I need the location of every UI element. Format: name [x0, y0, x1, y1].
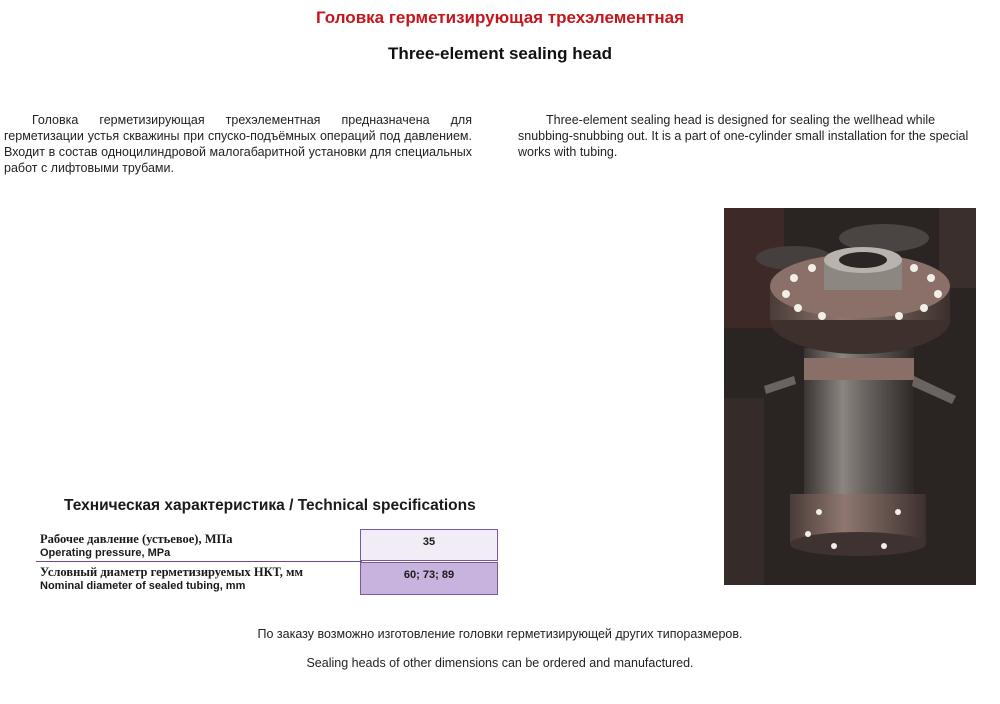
spec-label-ru: Рабочее давление (устьевое), МПа [40, 532, 233, 546]
note-en: Sealing heads of other dimensions can be ordered and manufactured. [306, 656, 694, 670]
product-photo [724, 208, 976, 585]
spec-table [36, 529, 500, 595]
description-en [518, 112, 980, 160]
description-ru-text: Головка герметизирующая трехэлементная предназначена для герметизации устья скважины при спуско-подъёмных операций под давлением. Входит в состав одноцилиндровой малогабаритной установки для специальных работ с лифтовыми трубами. [4, 113, 472, 175]
spec-label-diameter [40, 565, 358, 593]
spec-row-diameter [36, 562, 500, 595]
page-title-en: Three-element sealing head [388, 44, 612, 63]
spec-value-pressure: 35 [360, 529, 498, 561]
spec-label-pressure [40, 532, 358, 560]
spec-label-ru: Условный диаметр герметизируемых НКТ, мм [40, 565, 304, 579]
spec-title: Техническая характеристика / Technical specifications [64, 497, 476, 514]
note-ru: По заказу возможно изготовление головки герметизирующей других типоразмеров. [257, 627, 743, 641]
description-en-text: Three-element sealing head is designed for sealing the wellhead while snubbing-snubbing out. It is a part of one-cylinder small installation for the special works with tubing. [518, 113, 969, 159]
spec-row-pressure [36, 529, 500, 562]
page-title-ru: Головка герметизирующая трехэлементная [315, 8, 684, 27]
spec-label-en: Nominal diameter of sealed tubing, mm [40, 580, 246, 592]
spec-label-en: Operating pressure, MPa [40, 547, 171, 559]
spec-value-diameter: 60; 73; 89 [360, 562, 498, 595]
description-ru [4, 112, 472, 176]
